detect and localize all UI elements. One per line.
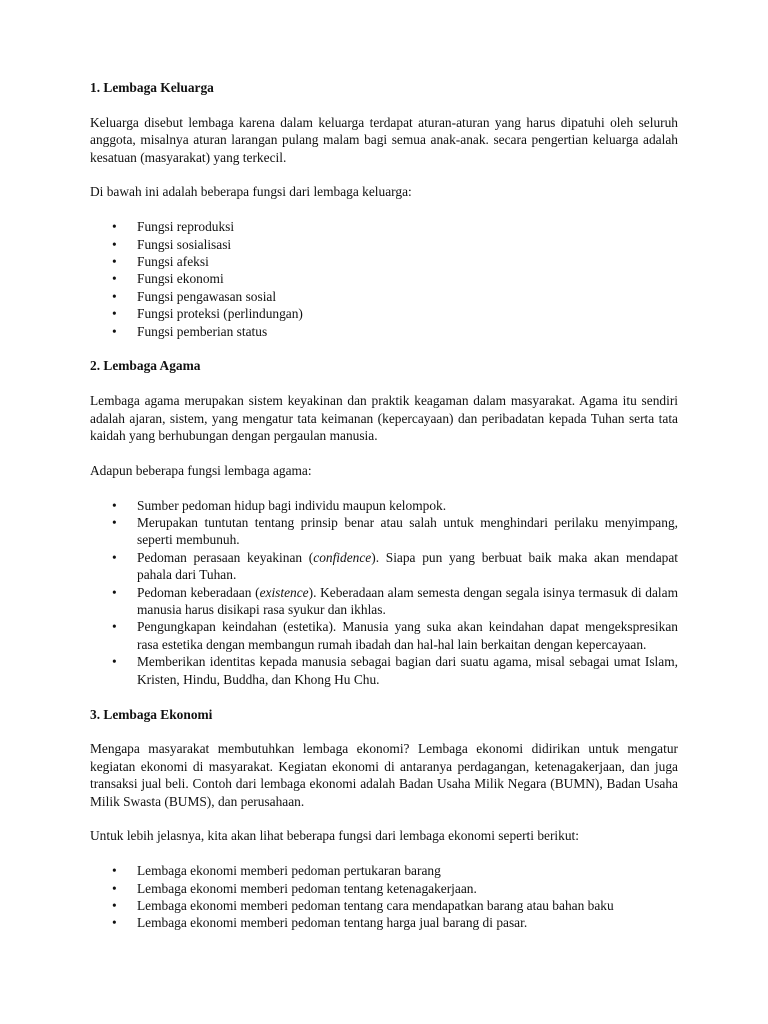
list-item: • Fungsi afeksi: [137, 253, 678, 270]
list-item: [137, 549, 678, 584]
list-item: • Fungsi proteksi (perlindungan): [137, 305, 678, 322]
paragraph-keluarga-intro: Di bawah ini adalah beberapa fungsi dari lembaga keluarga:: [90, 184, 412, 200]
list-item: • Lembaga ekonomi memberi pedoman tentang ketenagakerjaan.: [137, 880, 678, 897]
list-item-emphasis: existence: [259, 584, 309, 600]
list-item-emphasis: confidence: [313, 549, 372, 565]
list-item: • Pengungkapan keindahan (estetika). Manusia yang suka akan keindahan dapat mengekspresikan rasa estetika dengan membangun rumah ibadah dan hal-hal lain berkaitan dengan kepercayaan.: [137, 618, 678, 653]
list-item: [137, 584, 678, 619]
list-item-text: Pedoman keberadaan (: [137, 584, 260, 600]
paragraph-ekonomi-definition: Mengapa masyarakat membutuhkan lembaga ekonomi? Lembaga ekonomi didirikan untuk mengatur kegiatan ekonomi di masyarakat. Kegiatan ekonomi di antaranya perdagangan, ketenagakerjaan, dan juga transaksi jual beli. Contoh dari lembaga ekonomi adalah Badan Usaha Milik Negara (BUMN), Badan Usaha Milik Swasta (BUMS), dan perusahaan.: [90, 741, 678, 809]
list-item-text: Pedoman perasaan keyakinan (: [137, 549, 314, 565]
paragraph-agama-definition: Lembaga agama merupakan sistem keyakinan dan praktik keagaman dalam masyarakat. Agama itu sendiri adalah ajaran, sistem, yang mengatur tata keimanan (kepercayaan) dan peribadatan kepada Tuhan serta tata kaidah yang berhubungan dengan pergaulan manusia.: [90, 393, 678, 444]
list-item: • Sumber pedoman hidup bagi individu maupun kelompok.: [137, 497, 678, 514]
section-heading-ekonomi: 3. Lembaga Ekonomi: [90, 706, 213, 722]
list-item: • Merupakan tuntutan tentang prinsip benar atau salah untuk menghindari perilaku menyimpang, seperti membunuh.: [137, 514, 678, 549]
list-item-text: ). Keberadaan alam semesta dengan segala isinya termasuk di dalam manusia harus disikapi rasa syukur dan ikhlas.: [137, 584, 678, 618]
list-item: • Lembaga ekonomi memberi pedoman pertukaran barang: [137, 862, 678, 879]
list-keluarga-functions: [90, 218, 678, 340]
list-item: • Lembaga ekonomi memberi pedoman tentang harga jual barang di pasar.: [137, 914, 678, 931]
list-ekonomi-functions: [90, 862, 678, 932]
list-item-text: ). Siapa pun yang berbuat baik maka akan mendapat pahala dari Tuhan.: [137, 549, 678, 583]
paragraph-agama-intro: Adapun beberapa fungsi lembaga agama:: [90, 462, 312, 478]
list-agama-functions: [90, 497, 678, 688]
section-heading-agama: 2. Lembaga Agama: [90, 358, 201, 374]
list-item: • Fungsi pengawasan sosial: [137, 288, 678, 305]
list-item: • Fungsi ekonomi: [137, 270, 678, 287]
list-item: • Fungsi pemberian status: [137, 323, 678, 340]
list-item: • Lembaga ekonomi memberi pedoman tentang cara mendapatkan barang atau bahan baku: [137, 897, 678, 914]
list-item: • Fungsi sosialisasi: [137, 236, 678, 253]
section-heading-keluarga: 1. Lembaga Keluarga: [90, 80, 214, 95]
list-item: • Memberikan identitas kepada manusia sebagai bagian dari suatu agama, misal sebagai umat Islam, Kristen, Hindu, Buddha, dan Khong Hu Chu.: [137, 653, 678, 688]
paragraph-keluarga-definition: Keluarga disebut lembaga karena dalam keluarga terdapat aturan-aturan yang harus dipatuhi oleh seluruh anggota, misalnya aturan larangan pulang malam bagi semua anak-anak. secara pengertian keluarga adalah kesatuan (masyarakat) yang terkecil.: [90, 114, 678, 165]
paragraph-ekonomi-intro: Untuk lebih jelasnya, kita akan lihat beberapa fungsi dari lembaga ekonomi seperti berikut:: [90, 828, 579, 844]
list-item: • Fungsi reproduksi: [137, 218, 678, 235]
